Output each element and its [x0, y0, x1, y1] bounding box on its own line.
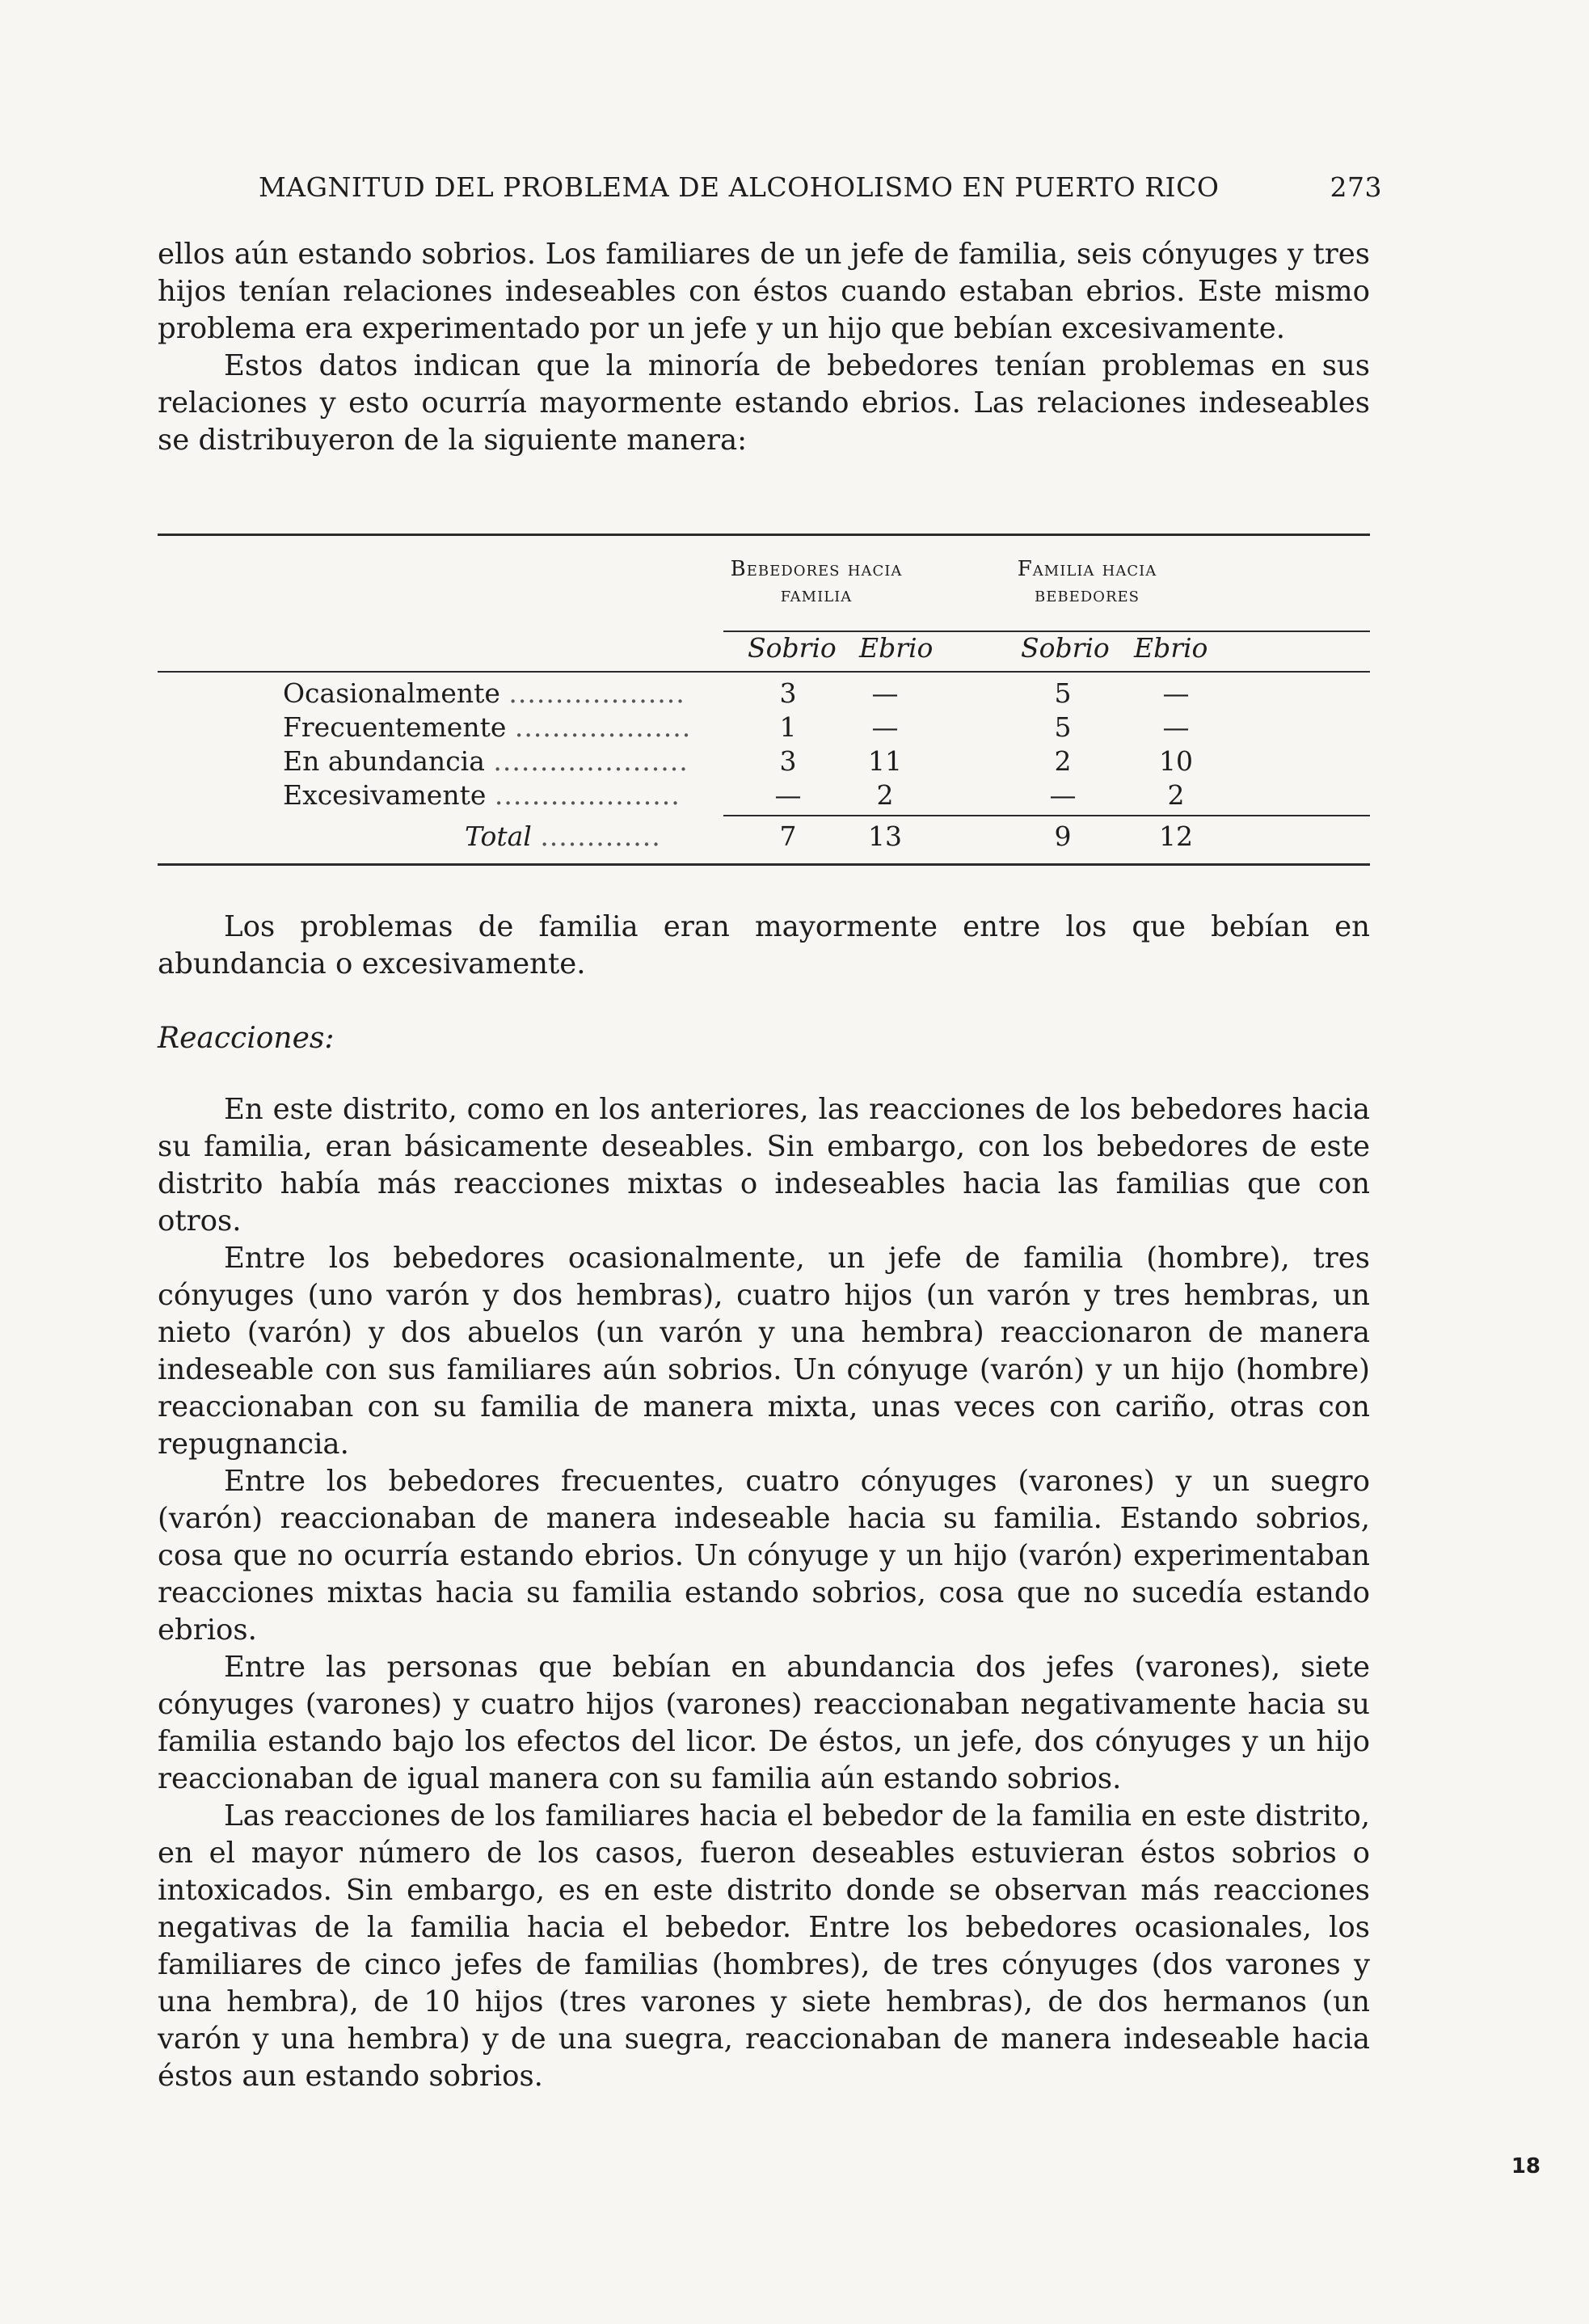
total-rule [723, 815, 1370, 816]
table-cell: 5 [1054, 677, 1072, 709]
page-number: 273 [1330, 171, 1382, 203]
paragraph: ellos aún estando sobrios. Los familiares de un jefe de familia, seis cónyuges y tres hijos tenían relaciones indeseables con éstos cuando estaban ebrios. Este mismo problema era experimentado por un jefe y un hijo que bebían excesivamente. [158, 238, 1370, 345]
subheader-ebrio-1: Ebrio [859, 632, 934, 664]
paragraph: Entre las personas que bebían en abundancia dos jefes (varones), siete cónyuges (varones) y cuatro hijos (varones) reaccionaban negativamente hacia su familia estando bajo los efectos del licor. De éstos, un jefe, dos cónyuges y un hijo reaccionaban de igual manera con su familia aún estando sobrios. [158, 1651, 1370, 1795]
reactions-text [158, 1091, 1370, 2095]
total-cell: 12 [1159, 820, 1193, 852]
section-heading: Reacciones: [158, 1022, 335, 1055]
paragraph: Entre los bebedores frecuentes, cuatro cónyuges (varones) y un suegro (varón) reaccionaban de manera indeseable hacia su familia. Estando sobrios, cosa que no ocurría estando ebrios. Un cónyuge y un hijo (varón) experimentaban reacciones mixtas hacia su familia estando sobrios, cosa que no sucedía estando ebrios. [158, 1465, 1370, 1647]
table-top-rule [158, 534, 1370, 536]
subheader-sobrio-1: Sobrio [748, 632, 837, 664]
group-header-familia: Familia hacia bebedores [1017, 557, 1157, 607]
subheader-rule [158, 671, 1370, 673]
table-cell: 2 [876, 779, 894, 811]
table-cell: — [1162, 677, 1190, 709]
table-row-label: Excesivamente .................... [283, 779, 681, 811]
table-cell: — [1162, 711, 1190, 743]
table-cell: — [871, 711, 899, 743]
after-table-text [158, 909, 1370, 983]
paragraph: Entre los bebedores ocasionalmente, un jefe de familia (hombre), tres cónyuges (uno varón y dos hembras), cuatro hijos (un varón y tres hembras, un nieto (varón) y dos abuelos (un varón y una hembra) reaccionaron de manera indeseable con sus familiares aún sobrios. Un cónyuge (varón) y un hijo (hombre) reaccionaban con su familia de manera mixta, unas veces con cariño, otras con repugnancia. [158, 1242, 1370, 1461]
paragraph: Los problemas de familia eran mayormente entre los que bebían en abundancia o excesivamente. [158, 910, 1370, 981]
running-header [259, 171, 1382, 203]
intro-text [158, 236, 1370, 459]
running-title: MAGNITUD DEL PROBLEMA DE ALCOHOLISMO EN PUERTO RICO [259, 171, 1220, 203]
paragraph: En este distrito, como en los anteriores, las reacciones de los bebedores hacia su familia, eran básicamente deseables. Sin embargo, con los bebedores de este distrito había más reacciones mixtas o indeseables hacia las familias que con otros. [158, 1093, 1370, 1238]
total-row-label: Total ............. [465, 820, 661, 852]
table-row-label: En abundancia ..................... [283, 745, 689, 777]
paragraph: Estos datos indican que la minoría de bebedores tenían problemas en sus relaciones y esto ocurría mayormente estando ebrios. Las relaciones indeseables se distribuyeron de la siguiente manera: [158, 349, 1370, 457]
table-cell: 1 [779, 711, 797, 743]
table-cell: — [774, 779, 802, 811]
table-cell: 10 [1159, 745, 1193, 777]
total-cell: 9 [1054, 820, 1072, 852]
table-cell: 2 [1054, 745, 1072, 777]
table-row-label: Frecuentemente ................... [283, 711, 692, 743]
table-cell: — [871, 677, 899, 709]
relations-table [158, 525, 1370, 881]
paragraph: Las reacciones de los familiares hacia el bebedor de la familia en este distrito, en el mayor número de los casos, fueron deseables estuvieran éstos sobrios o intoxicados. Sin embargo, es en este distrito donde se observan más reacciones negativas de la familia hacia el bebedor. Entre los bebedores ocasionales, los familiares de cinco jefes de familias (hombres), de tres cónyuges (dos varones y una hembra), de 10 hijos (tres varones y siete hembras), de dos hermanos (un varón y una hembra) y de una suegra, reaccionaban de manera indeseable hacia éstos aun estando sobrios. [158, 1799, 1370, 2093]
table-cell: 3 [779, 745, 797, 777]
total-cell: 13 [868, 820, 902, 852]
total-cell: 7 [779, 820, 797, 852]
table-cell: 5 [1054, 711, 1072, 743]
table-bottom-rule [158, 863, 1370, 866]
subheader-ebrio-2: Ebrio [1134, 632, 1208, 664]
table-cell: — [1049, 779, 1077, 811]
table-cell: 2 [1167, 779, 1185, 811]
table-cell: 11 [868, 745, 902, 777]
table-row-label: Ocasionalmente ................... [283, 677, 685, 709]
table-cell: 3 [779, 677, 797, 709]
group-header-bebedores: Bebedores hacia familia [730, 557, 903, 607]
signature-mark: 18 [1511, 2154, 1541, 2178]
subheader-sobrio-2: Sobrio [1021, 632, 1110, 664]
